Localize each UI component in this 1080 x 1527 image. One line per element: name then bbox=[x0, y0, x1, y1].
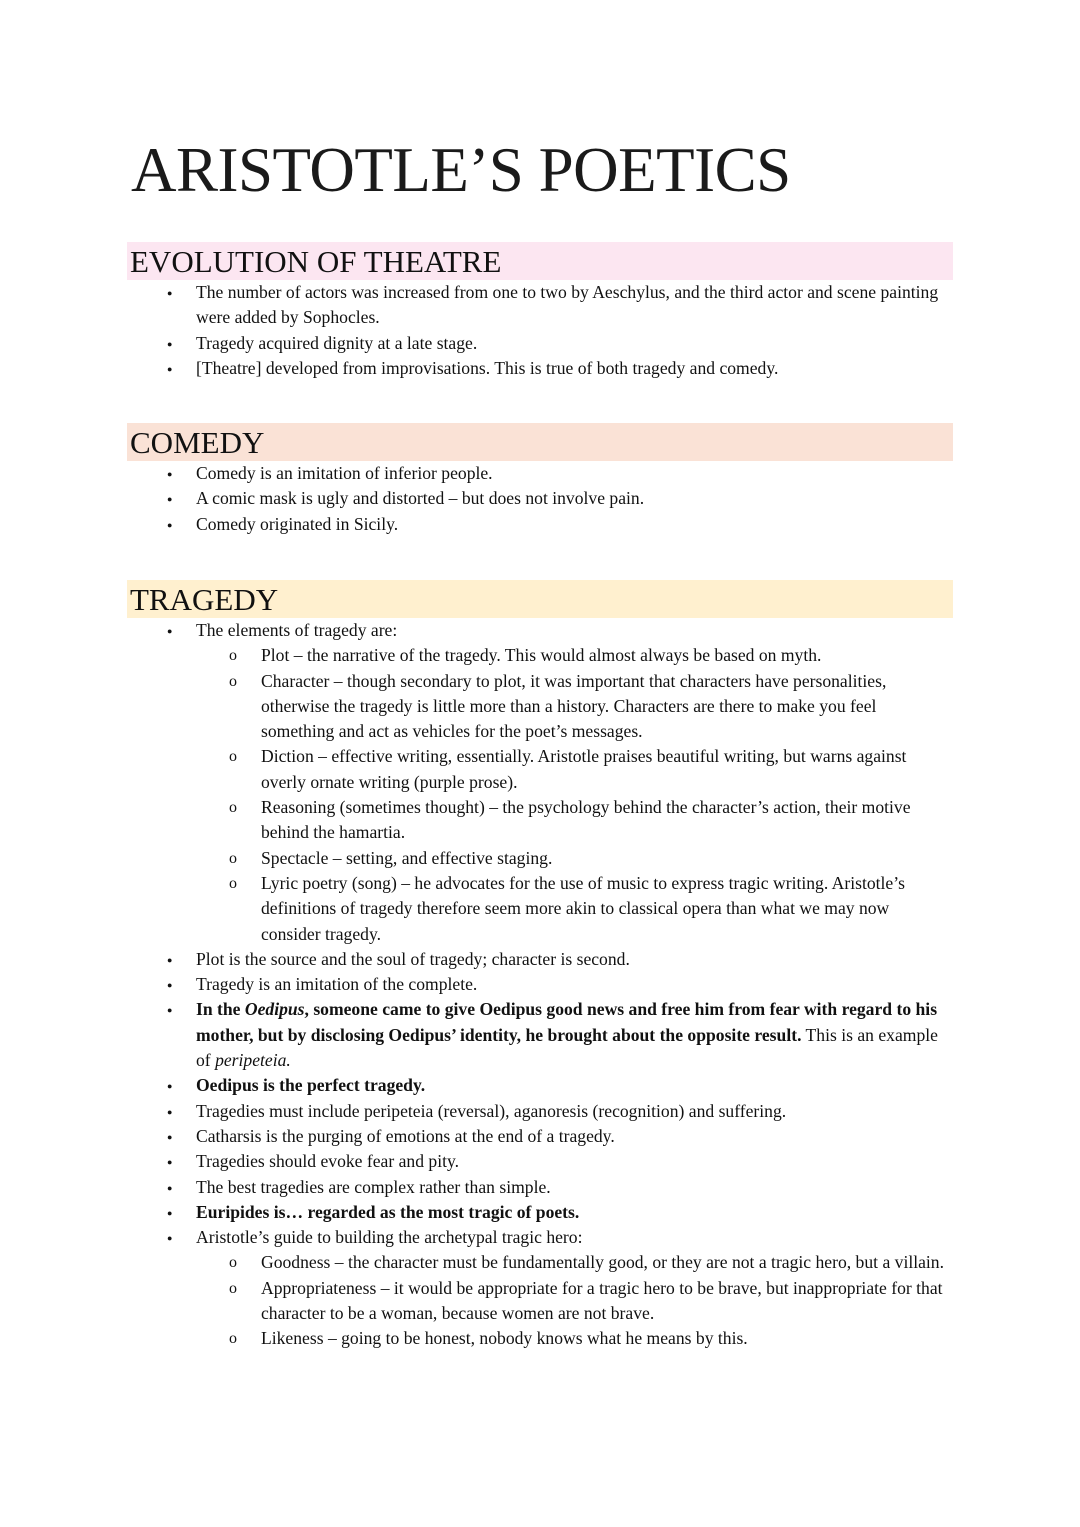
sub-bullet-item bbox=[127, 1326, 951, 1351]
text-run: Appropriateness – it would be appropriate for a tragic hero to be brave, but inappropriate for that character to be a woman, because women are not brave. bbox=[261, 1277, 943, 1324]
bullet-circle-icon: o bbox=[229, 1330, 237, 1348]
text-run: Plot – the narrative of the tragedy. This would almost always be based on myth. bbox=[261, 645, 822, 666]
bullet-circle-icon: o bbox=[229, 672, 237, 690]
text-run: Plot is the source and the soul of tragedy; character is second. bbox=[196, 948, 630, 969]
text-run: The best tragedies are complex rather than simple. bbox=[196, 1176, 551, 1197]
bullet-dot-icon: ● bbox=[167, 1106, 173, 1117]
text-run: Tragedy is an imitation of the complete. bbox=[196, 974, 478, 995]
text-run: Reasoning (sometimes thought) – the psychology behind the character’s action, their motive behind the hamartia. bbox=[261, 797, 911, 843]
sub-bullet-item bbox=[127, 795, 951, 846]
section-tragedy bbox=[127, 580, 953, 1352]
bullet-item bbox=[127, 1099, 956, 1124]
bullet-item bbox=[127, 1175, 956, 1200]
text-run: Tragedies should evoke fear and pity. bbox=[196, 1151, 460, 1172]
text-run: The number of actors was increased from one to two by Aeschylus, and the third actor and scene painting were added by Sophocles. bbox=[196, 282, 939, 328]
text-run: Goodness – the character must be fundamentally good, or they are not a tragic hero, but a villain. bbox=[261, 1252, 945, 1273]
bullet-dot-icon: ● bbox=[167, 1157, 173, 1168]
text-run: Likeness – going to be honest, nobody knows what he means by this. bbox=[261, 1328, 748, 1349]
bullet-circle-icon: o bbox=[229, 748, 237, 766]
bullet-dot-icon: ● bbox=[167, 1005, 173, 1016]
bullet-item bbox=[127, 997, 956, 1073]
bullet-dot-icon: ● bbox=[167, 1233, 173, 1244]
text-run: Diction – effective writing, essentially. Aristotle praises beautiful writing, but warns against overly ornate writing (purple prose). bbox=[261, 746, 907, 792]
bullet-dot-icon: ● bbox=[167, 494, 173, 505]
bullet-circle-icon: o bbox=[229, 1254, 237, 1272]
bullet-dot-icon: ● bbox=[167, 1081, 173, 1092]
text-run: Aristotle’s guide to building the archetypal tragic hero: bbox=[196, 1227, 583, 1248]
text-run: Lyric poetry (song) – he advocates for the use of music to express tragic writing. Aristotle’s definitions of tragedy therefore seem more akin to classical opera than what we may now consider tragedy. bbox=[261, 872, 905, 944]
text-run: Oedipus bbox=[244, 999, 305, 1020]
bullet-item bbox=[127, 356, 956, 381]
bullet-circle-icon: o bbox=[229, 849, 237, 867]
text-run: [Theatre] developed from improvisations. This is true of both tragedy and comedy. bbox=[196, 357, 779, 378]
bullet-circle-icon: o bbox=[229, 1279, 237, 1297]
bullet-item bbox=[127, 1124, 956, 1149]
bullet-item bbox=[127, 1149, 956, 1174]
bullet-list bbox=[127, 280, 953, 381]
section-heading: EVOLUTION OF THEATRE bbox=[127, 242, 953, 280]
text-run: The elements of tragedy are: bbox=[196, 620, 398, 640]
text-run: Character – though secondary to plot, it was important that characters have personalities, otherwise the tragedy is little more than a history. Characters are there to make you feel something and act as vehicles for the poet’s messages. bbox=[261, 670, 887, 742]
bullet-dot-icon: ● bbox=[167, 1182, 173, 1193]
text-run: This is an example of bbox=[196, 1024, 938, 1071]
bullet-item bbox=[127, 972, 956, 997]
bullet-item bbox=[127, 1200, 956, 1225]
document-title: ARISTOTLE’S POETICS bbox=[131, 135, 791, 205]
text-run: Comedy originated in Sicily. bbox=[196, 513, 399, 534]
bullet-dot-icon: ● bbox=[167, 980, 173, 991]
bullet-dot-icon: ● bbox=[167, 469, 173, 479]
bullet-item bbox=[127, 618, 956, 643]
sub-bullet-item bbox=[127, 1276, 951, 1327]
bullet-circle-icon: o bbox=[229, 874, 237, 892]
bullet-dot-icon: ● bbox=[167, 954, 173, 965]
sub-bullet-item bbox=[127, 1250, 951, 1275]
text-run: Oedipus is the perfect tragedy. bbox=[196, 1075, 426, 1096]
text-run: peripeteia. bbox=[215, 1050, 291, 1071]
bullet-item bbox=[127, 512, 956, 537]
bullet-item bbox=[127, 486, 956, 511]
bullet-dot-icon: ● bbox=[167, 519, 173, 530]
section-evolution-of-theatre bbox=[127, 242, 953, 381]
sub-bullet-item bbox=[127, 669, 951, 745]
text-run: , someone came to give Oedipus good news and free him from fear with regard to his mother, but by disclosing Oedipus’ identity, he brought about the opposite result. bbox=[196, 999, 938, 1045]
section-comedy bbox=[127, 423, 953, 537]
text-run: Euripides is… regarded as the most tragic of poets. bbox=[196, 1201, 580, 1222]
bullet-dot-icon: ● bbox=[167, 363, 173, 374]
bullet-dot-icon: ● bbox=[167, 626, 173, 636]
bullet-circle-icon: o bbox=[229, 647, 237, 665]
text-run: Catharsis is the purging of emotions at the end of a tragedy. bbox=[196, 1125, 615, 1146]
bullet-dot-icon: ● bbox=[167, 338, 173, 349]
text-run: Tragedies must include peripeteia (reversal), aganoresis (recognition) and suffering. bbox=[196, 1100, 787, 1121]
bullet-item bbox=[127, 331, 956, 356]
sub-bullet-item bbox=[127, 871, 951, 947]
bullet-list bbox=[127, 618, 953, 1352]
bullet-item bbox=[127, 1073, 956, 1098]
text-run: Spectacle – setting, and effective staging. bbox=[261, 847, 553, 868]
section-heading: TRAGEDY bbox=[127, 580, 953, 618]
sub-bullet-item bbox=[127, 846, 951, 871]
text-run: Tragedy acquired dignity at a late stage. bbox=[196, 332, 478, 353]
bullet-item bbox=[127, 280, 956, 331]
text-run: A comic mask is ugly and distorted – but does not involve pain. bbox=[196, 488, 645, 509]
section-heading: COMEDY bbox=[127, 423, 953, 461]
sub-bullet-item bbox=[127, 643, 951, 668]
sub-bullet-item bbox=[127, 744, 951, 795]
bullet-item bbox=[127, 1225, 956, 1250]
bullet-dot-icon: ● bbox=[167, 1131, 173, 1142]
text-run: Comedy is an imitation of inferior people. bbox=[196, 463, 493, 483]
bullet-item bbox=[127, 461, 956, 486]
bullet-dot-icon: ● bbox=[167, 288, 173, 298]
bullet-circle-icon: o bbox=[229, 799, 237, 817]
bullet-item bbox=[127, 947, 956, 972]
bullet-list bbox=[127, 461, 953, 537]
text-run: In the bbox=[196, 999, 245, 1020]
bullet-dot-icon: ● bbox=[167, 1207, 173, 1218]
